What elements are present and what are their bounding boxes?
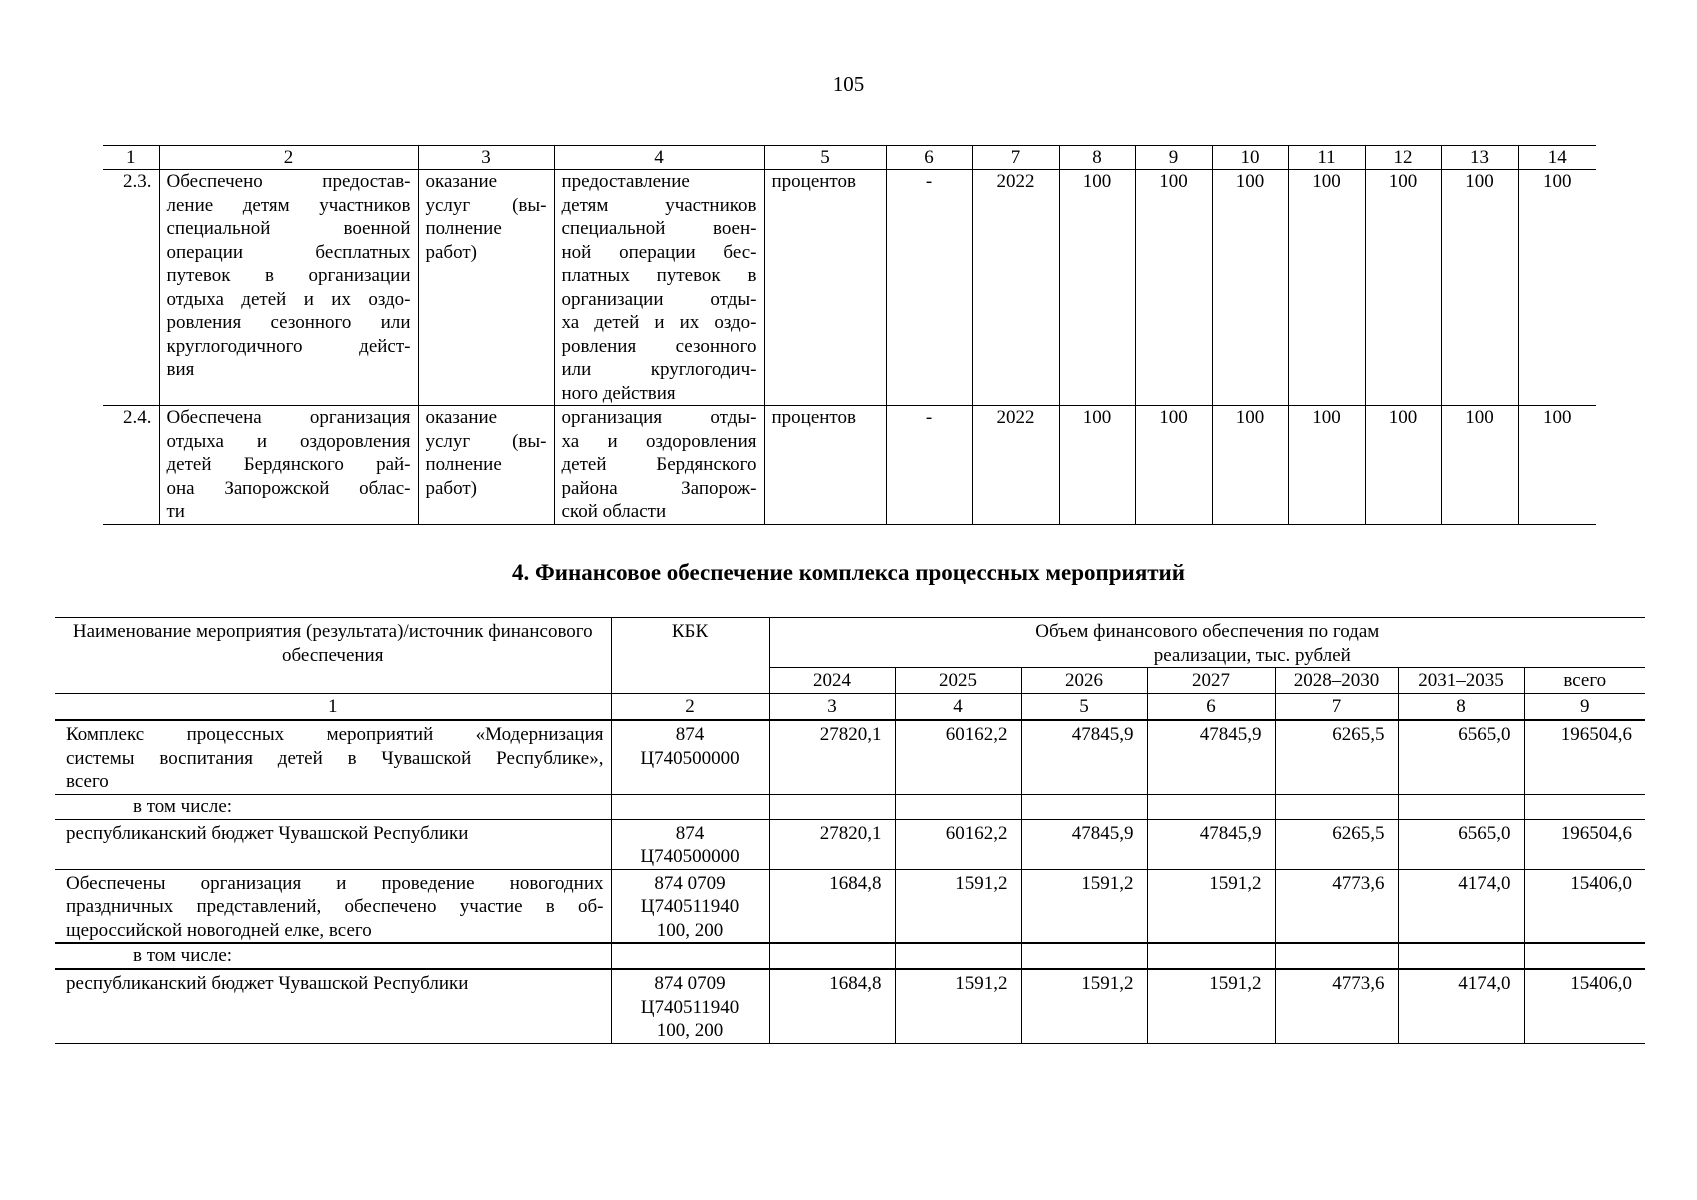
amount-cell: 60162,2 <box>895 819 1021 869</box>
cell-line: оказание <box>425 171 498 192</box>
header-volume-cell <box>769 618 1645 668</box>
section-title: 4. Финансовое обеспечение комплекса процессных мероприятий <box>511 560 1186 585</box>
cell-line: детям участников <box>561 194 757 216</box>
cell-line: 874 0709 <box>654 872 726 894</box>
empty-cell <box>611 794 769 819</box>
year-header-cell: 2031–2035 <box>1398 668 1524 694</box>
cell-line: ха и оздоровления <box>561 430 757 452</box>
financing-row <box>55 720 1645 794</box>
year-header-cell: 2025 <box>895 668 1021 694</box>
subheading-cell: в том числе: <box>55 943 611 969</box>
header-cell: 10 <box>1212 146 1288 170</box>
kbk-cell <box>611 869 769 943</box>
cell-line: отдыха детей и их оздо- <box>166 288 411 310</box>
row-number: 2.4. <box>103 406 159 525</box>
cell-line: Ц740500000 <box>640 846 740 867</box>
cell-line: работ) <box>425 241 477 263</box>
cell-line: специальной воен- <box>561 218 757 239</box>
amount-cell: 4773,6 <box>1275 969 1398 1043</box>
amount-cell: 1591,2 <box>1147 969 1275 1043</box>
empty-cell <box>1398 943 1524 969</box>
cell-line: праздничных представлений, обеспечено участие в об- <box>66 896 604 917</box>
year-cell: 2022 <box>972 170 1059 406</box>
amount-cell: 1684,8 <box>769 969 895 1043</box>
amount-cell: 6565,0 <box>1398 819 1524 869</box>
amount-cell: 6565,0 <box>1398 720 1524 794</box>
amount-cell: 4174,0 <box>1398 969 1524 1043</box>
empty-cell <box>1021 794 1147 819</box>
cell-line: 100, 200 <box>656 919 724 941</box>
empty-cell <box>769 943 895 969</box>
year-header-cell: 2027 <box>1147 668 1275 694</box>
cell-line: Ц740511940 <box>640 896 740 917</box>
item-name-cell <box>55 720 611 794</box>
header-name-cell: Наименование мероприятия (результата)/источник финансового обеспечения <box>55 618 611 694</box>
characteristic-cell <box>554 170 764 406</box>
kbk-cell <box>611 720 769 794</box>
financing-row <box>55 969 1645 1043</box>
cell-line: операции бесплатных <box>166 241 411 263</box>
empty-cell <box>1147 943 1275 969</box>
cell-line: специальной военной <box>166 218 411 239</box>
value-cell: 100 <box>1441 170 1518 406</box>
cell-line: работ) <box>425 477 477 499</box>
indicators-table <box>103 145 1596 525</box>
empty-cell <box>1398 794 1524 819</box>
page-number: 105 <box>832 72 865 96</box>
cell-line: платных путевок в <box>561 265 757 286</box>
header-kbk-cell: КБК <box>611 618 769 694</box>
result-name-cell <box>159 406 418 525</box>
header-cell: 13 <box>1441 146 1518 170</box>
unit-cell: процентов <box>764 170 886 406</box>
cell-line: ной операции бес- <box>561 241 757 263</box>
financing-row <box>55 869 1645 943</box>
amount-cell: 4174,0 <box>1398 869 1524 943</box>
header-cell: 6 <box>886 146 972 170</box>
value-cell: 100 <box>1212 170 1288 406</box>
cell-line: 874 <box>675 724 705 745</box>
cell-line: 100, 200 <box>656 1020 724 1041</box>
amount-cell: 1591,2 <box>1147 869 1275 943</box>
amount-cell: 27820,1 <box>769 819 895 869</box>
cell-line: всего <box>66 771 109 792</box>
cell-line: детей Бердянского <box>561 454 757 475</box>
cell-line: 874 0709 <box>654 973 726 994</box>
header-cell: 1 <box>103 146 159 170</box>
value-cell: 100 <box>1365 406 1441 525</box>
cell-line: отдыха и оздоровления <box>166 430 411 452</box>
amount-cell: 1591,2 <box>895 969 1021 1043</box>
amount-cell: 47845,9 <box>1147 819 1275 869</box>
cell-line: системы воспитания детей в Чувашской Республике», <box>66 747 604 769</box>
column-number-cell: 4 <box>895 694 1021 721</box>
empty-cell <box>1275 943 1398 969</box>
cell-line: вия <box>166 359 195 380</box>
base-value-cell: - <box>886 170 972 406</box>
financing-table-header <box>55 618 1645 668</box>
cell-line: ного действия <box>561 382 676 404</box>
indicator-row <box>103 170 1596 406</box>
item-name-cell <box>55 869 611 943</box>
amount-cell: 4773,6 <box>1275 869 1398 943</box>
header-cell: 3 <box>418 146 554 170</box>
amount-cell: 6265,5 <box>1275 720 1398 794</box>
header-volume-line: реализации, тыс. рублей <box>1153 644 1351 666</box>
column-number-cell: 1 <box>55 694 611 721</box>
cell-line: оказание <box>425 407 498 428</box>
value-cell: 100 <box>1059 170 1135 406</box>
cell-line: предоставление <box>561 171 690 192</box>
item-name-cell <box>55 819 611 869</box>
empty-cell <box>769 794 895 819</box>
header-cell: 5 <box>764 146 886 170</box>
cell-line: организации отды- <box>561 288 757 310</box>
column-number-cell: 7 <box>1275 694 1398 721</box>
header-cell: 7 <box>972 146 1059 170</box>
item-name-cell <box>55 969 611 1043</box>
column-number-cell: 6 <box>1147 694 1275 721</box>
amount-cell: 47845,9 <box>1021 720 1147 794</box>
column-number-cell: 3 <box>769 694 895 721</box>
amount-cell: 1591,2 <box>1021 869 1147 943</box>
column-number-cell: 9 <box>1524 694 1645 721</box>
amount-cell: 196504,6 <box>1524 819 1645 869</box>
value-cell: 100 <box>1212 406 1288 525</box>
year-header-cell: 2024 <box>769 668 895 694</box>
cell-line: Обеспечены организация и проведение новогодних <box>66 872 604 894</box>
column-number-cell: 2 <box>611 694 769 721</box>
cell-line: организация отды- <box>561 407 757 428</box>
cell-line: Комплекс процессных мероприятий «Модернизация <box>66 724 604 745</box>
subheading-cell: в том числе: <box>55 794 611 819</box>
cell-line: ской области <box>561 501 667 522</box>
amount-cell: 1684,8 <box>769 869 895 943</box>
amount-cell: 1591,2 <box>1021 969 1147 1043</box>
cell-line: услуг (вы- <box>425 430 547 452</box>
value-cell: 100 <box>1365 170 1441 406</box>
value-cell: 100 <box>1518 406 1596 525</box>
financing-table <box>55 617 1645 1044</box>
cell-line: ление детям участников <box>166 194 411 216</box>
indicator-row <box>103 406 1596 525</box>
cell-line: полнение <box>425 454 502 475</box>
result-name-cell <box>159 170 418 406</box>
value-cell: 100 <box>1288 170 1365 406</box>
cell-line: Ц740511940 <box>640 996 740 1018</box>
amount-cell: 60162,2 <box>895 720 1021 794</box>
header-cell: 12 <box>1365 146 1441 170</box>
cell-line: 874 <box>675 822 705 844</box>
empty-cell <box>895 794 1021 819</box>
empty-cell <box>1021 943 1147 969</box>
cell-line: республиканский бюджет Чувашской Республики <box>66 973 469 994</box>
amount-cell: 6265,5 <box>1275 819 1398 869</box>
amount-cell: 15406,0 <box>1524 969 1645 1043</box>
cell-line: круглогодичного дейст- <box>166 335 411 357</box>
empty-cell <box>1524 794 1645 819</box>
column-number-cell: 5 <box>1021 694 1147 721</box>
base-value-cell: - <box>886 406 972 525</box>
amount-cell: 47845,9 <box>1021 819 1147 869</box>
empty-cell <box>1147 794 1275 819</box>
cell-line: ровления сезонного или <box>166 312 411 333</box>
cell-line: или круглогодич- <box>561 359 757 380</box>
cell-line: Обеспечено предостав- <box>166 171 411 192</box>
value-cell: 100 <box>1059 406 1135 525</box>
financing-row <box>55 819 1645 869</box>
year-header-cell: 2028–2030 <box>1275 668 1398 694</box>
type-cell <box>418 406 554 525</box>
amount-cell: 47845,9 <box>1147 720 1275 794</box>
amount-cell: 1591,2 <box>895 869 1021 943</box>
cell-line: путевок в организации <box>166 265 411 286</box>
value-cell: 100 <box>1288 406 1365 525</box>
amount-cell: 196504,6 <box>1524 720 1645 794</box>
cell-line: ха детей и их оздо- <box>561 312 757 333</box>
cell-line: района Запорож- <box>561 477 757 499</box>
year-header-cell: 2026 <box>1021 668 1147 694</box>
kbk-cell <box>611 969 769 1043</box>
header-volume-line: Объем финансового обеспечения по годам <box>1035 621 1380 642</box>
header-cell: 8 <box>1059 146 1135 170</box>
empty-cell <box>1524 943 1645 969</box>
subheading-row <box>55 943 1645 969</box>
cell-line: детей Бердянского рай- <box>166 454 411 475</box>
header-cell: 4 <box>554 146 764 170</box>
amount-cell: 27820,1 <box>769 720 895 794</box>
subheading-row <box>55 794 1645 819</box>
empty-cell <box>1275 794 1398 819</box>
year-cell: 2022 <box>972 406 1059 525</box>
characteristic-cell <box>554 406 764 525</box>
amount-cell: 15406,0 <box>1524 869 1645 943</box>
header-cell: 11 <box>1288 146 1365 170</box>
cell-line: ровления сезонного <box>561 335 757 357</box>
cell-line: республиканский бюджет Чувашской Республики <box>66 822 469 844</box>
indicators-table-header <box>103 146 1596 170</box>
value-cell: 100 <box>1441 406 1518 525</box>
empty-cell <box>895 943 1021 969</box>
year-header-cell: всего <box>1524 668 1645 694</box>
column-number-cell: 8 <box>1398 694 1524 721</box>
value-cell: 100 <box>1518 170 1596 406</box>
cell-line: щероссийской новогодней елке, всего <box>66 919 372 941</box>
type-cell <box>418 170 554 406</box>
empty-cell <box>611 943 769 969</box>
header-cell: 2 <box>159 146 418 170</box>
kbk-cell <box>611 819 769 869</box>
column-numbers-row <box>55 694 1645 721</box>
cell-line: полнение <box>425 218 502 239</box>
cell-line: Обеспечена организация <box>166 407 411 428</box>
cell-line: Ц740500000 <box>640 747 740 769</box>
header-cell: 14 <box>1518 146 1596 170</box>
value-cell: 100 <box>1135 170 1212 406</box>
row-number: 2.3. <box>103 170 159 406</box>
cell-line: услуг (вы- <box>425 194 547 216</box>
value-cell: 100 <box>1135 406 1212 525</box>
cell-line: ти <box>166 501 185 522</box>
unit-cell: процентов <box>764 406 886 525</box>
cell-line: она Запорожской облас- <box>166 477 411 499</box>
header-cell: 9 <box>1135 146 1212 170</box>
